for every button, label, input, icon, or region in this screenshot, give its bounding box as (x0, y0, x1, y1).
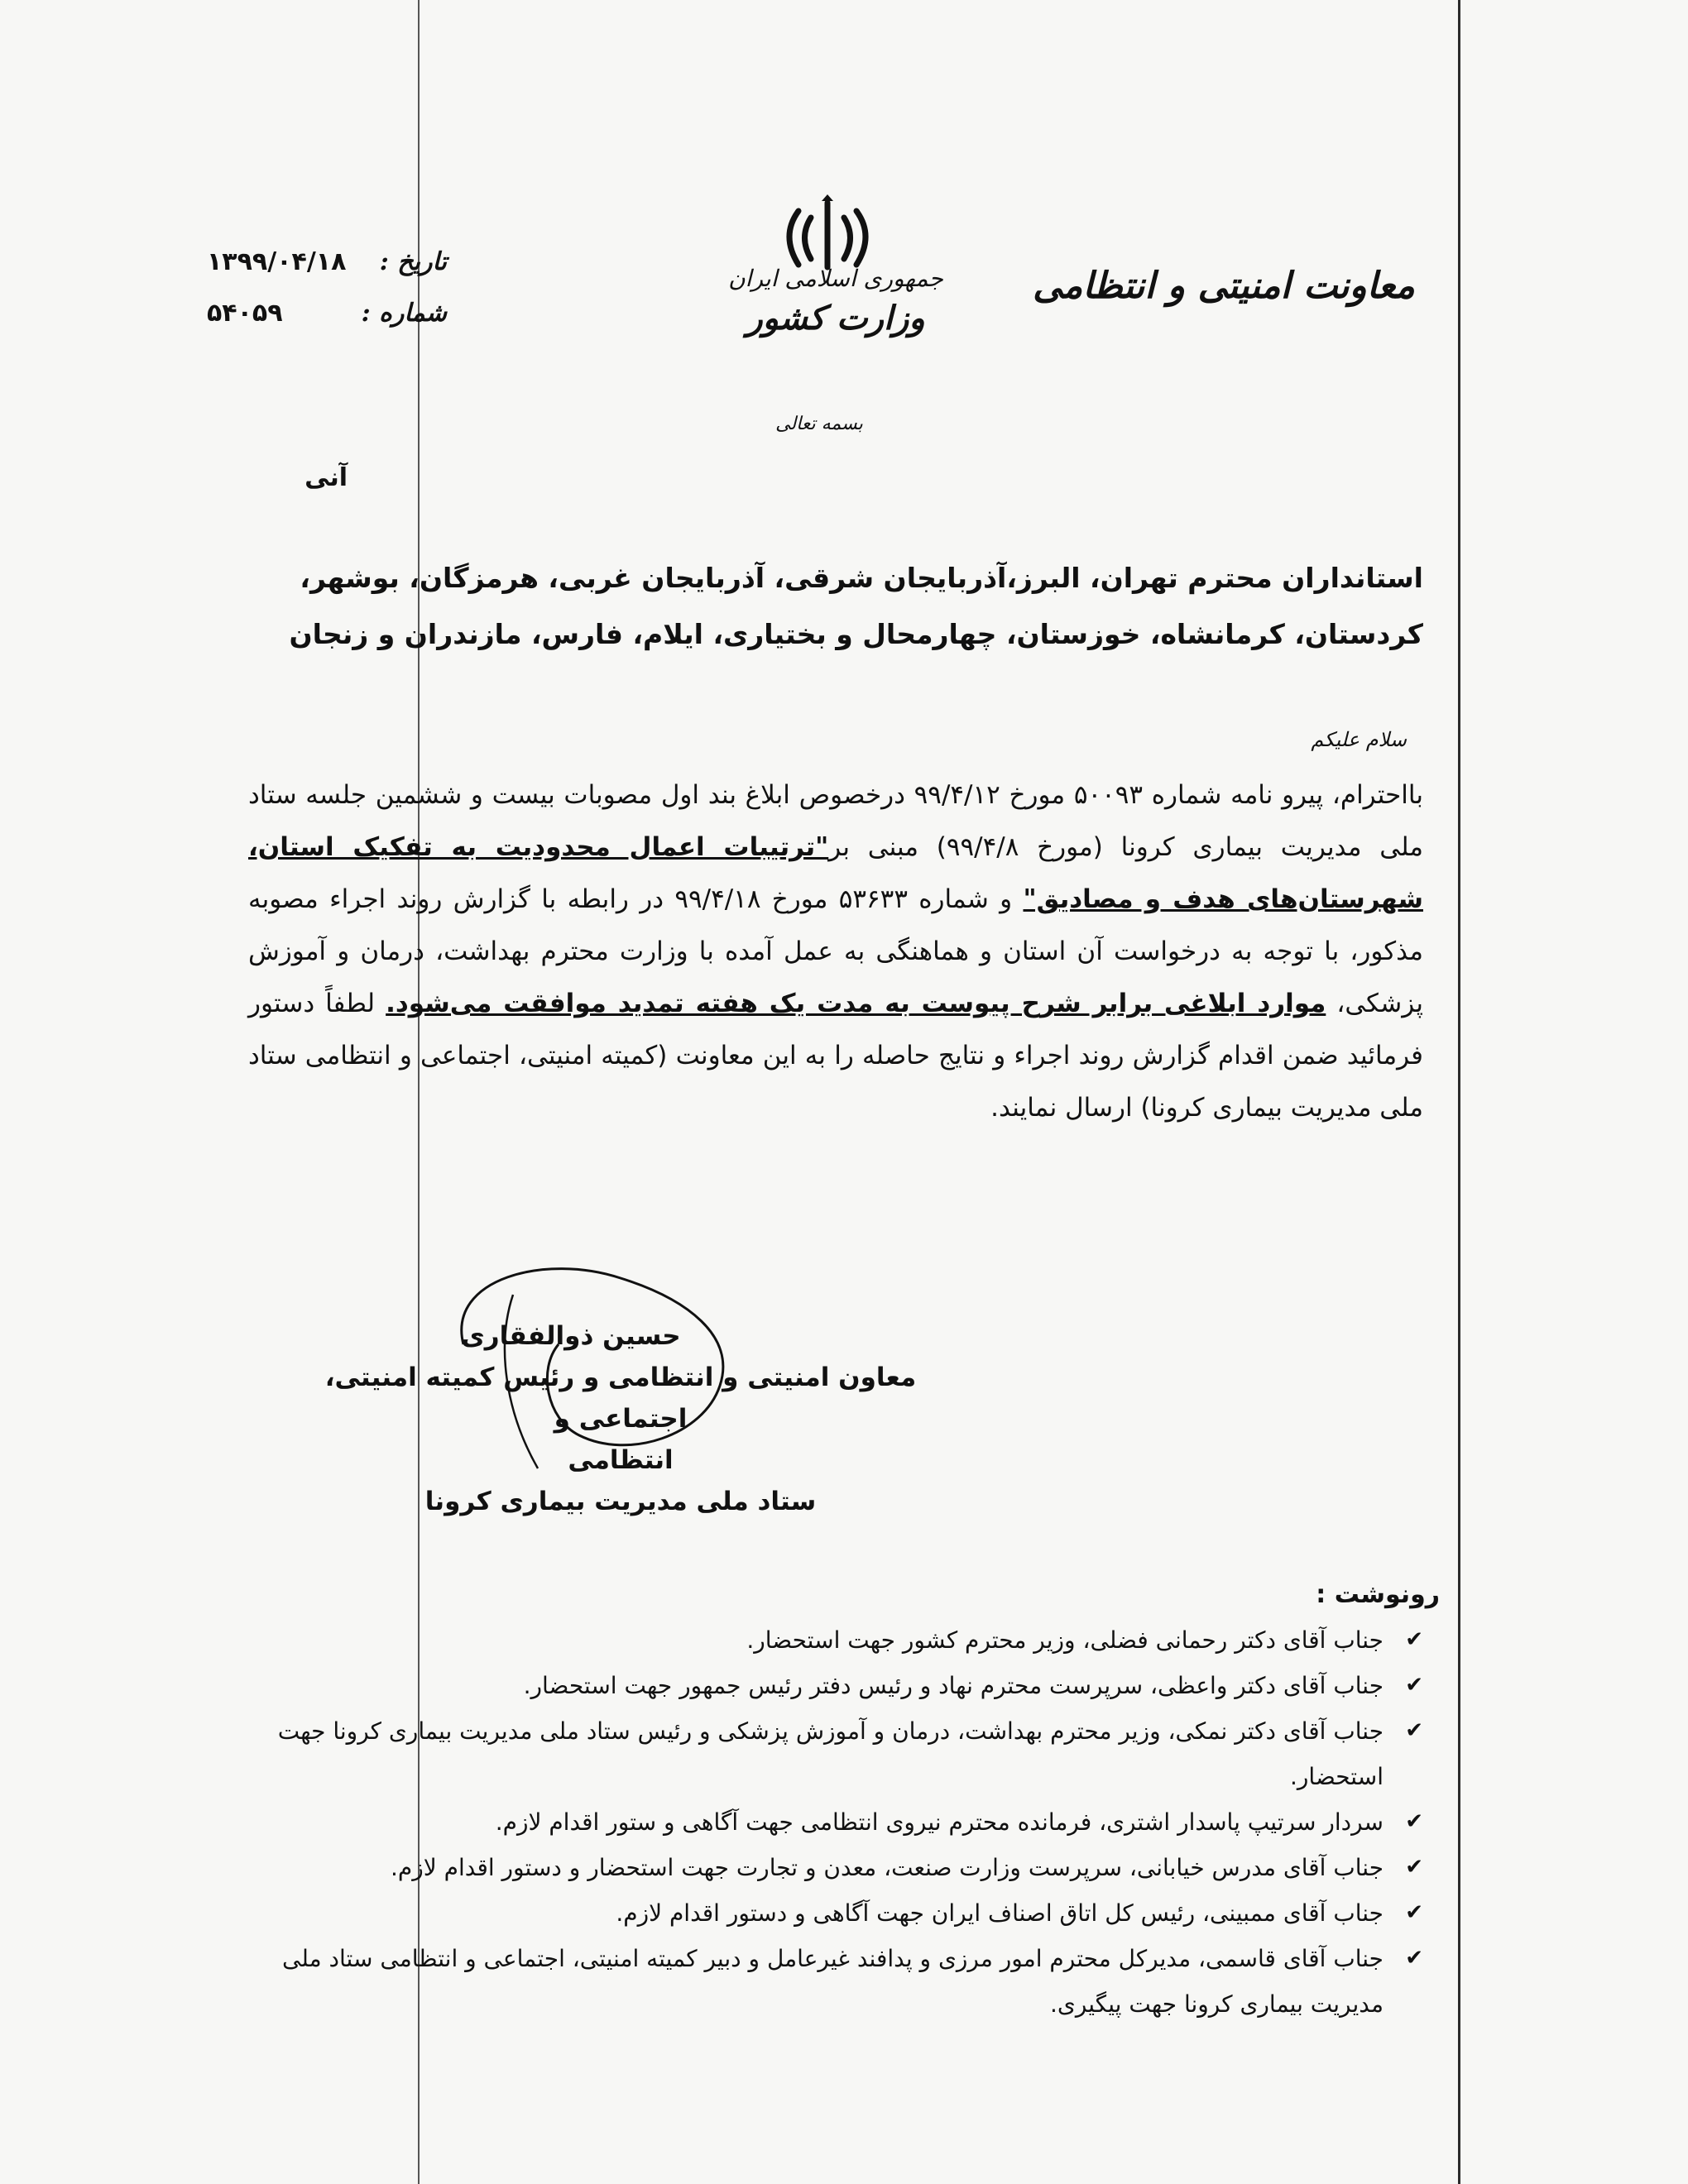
government-heading (728, 265, 943, 338)
body-text-2: و شماره ۵۳۶۳۳ مورخ ۹۹/۴/۱۸ در رابطه با گزارش روند اجراء مصوبه مذکور، با توجه به درخواست آن استان و هماهنگی به عمل آمده با وزارت محترم بهداشت، درمان و آموزش پزشکی، (248, 884, 1423, 1018)
country-name: جمهوری اسلامی ایران (728, 265, 943, 292)
body-text-3: لطفاً دستور فرمائید ضمن اقدام گزارش روند اجراء و نتایج حاصله را به این معاونت (کمیته امنیتی، اجتماعی و انتظامی ستاد ملی مدیریت بیماری کرونا) ارسال نمایند. (248, 989, 1423, 1123)
cc-item: ✔ جناب آقای قاسمی، مدیرکل محترم امور مرزی و پدافند غیرعامل و دبیر کمیته امنیتی، اجتماعی و انتظامی ستاد ملی مدیریت بیماری کرونا جهت پیگیری. (207, 1936, 1423, 2027)
cc-list (207, 1617, 1423, 2027)
salutation: سلام علیکم (1311, 728, 1407, 751)
addressee: استانداران محترم تهران، البرز،آذربایجان شرقی، آذربایجان غربی، هرمزگان، بوشهر، کردستان، کرمانشاه، خوزستان، چهارمحال و بختیاری، ایلام، فارس، مازندران و زنجان (289, 562, 1423, 650)
urgency-mark: آنی (305, 463, 348, 492)
letter-body (248, 769, 1423, 1134)
letter-meta (207, 236, 447, 338)
cc-item: ✔ سردار سرتیپ پاسدار اشتری، فرمانده محترم نیروی انتظامی جهت آگاهی و ستور اقدام لازم. (207, 1799, 1423, 1845)
signer-title-2: انتظامی (568, 1445, 674, 1475)
signer-title-3: ستاد ملی مدیریت بیماری کرونا (424, 1487, 817, 1516)
date-label: تاریخ : (379, 247, 447, 276)
cc-item: ✔ جناب آقای دکتر نمکی، وزیر محترم بهداشت، درمان و آموزش پزشکی و رئیس ستاد ملی مدیریت بیماری کرونا جهت استحضار. (207, 1708, 1423, 1799)
checkmark-icon: ✔ (1405, 1673, 1423, 1698)
number-value: ۵۴۰۵۹ (207, 298, 283, 328)
checkmark-icon: ✔ (1405, 1946, 1423, 1971)
checkmark-icon: ✔ (1405, 1855, 1423, 1880)
scan-edge-line (1458, 0, 1460, 2184)
body-text-1: بااحترام، پیرو نامه شماره ۵۰۰۹۳ مورخ ۹۹/۴/۱۲ درخصوص ابلاغ بند اول مصوبات بیست و ششمین جلسه ستاد ملی مدیریت بیماری کرونا (مورخ ۹۹/۴/۸) مبنی بر (248, 780, 1424, 862)
body-underlined-2: موارد ابلاغی برابر شرح پیوست به مدت یک هفته تمدید موافقت می‌شود. (386, 989, 1326, 1018)
body-underlined-1: "ترتیبات اعمال محدودیت به تفکیک استان، شهرستان‌های هدف و مصادیق" (248, 832, 1423, 914)
bismillah: بسمه تعالی (775, 414, 863, 434)
signature-block (314, 1315, 927, 1522)
checkmark-icon: ✔ (1405, 1900, 1423, 1925)
date-value: ۱۳۹۹/۰۴/۱۸ (207, 247, 347, 276)
number-label: شماره : (361, 298, 447, 328)
checkmark-icon: ✔ (1405, 1718, 1423, 1743)
cc-title: رونوشت : (1316, 1580, 1440, 1609)
ministry-name: وزارت کشور (746, 299, 925, 338)
cc-item: ✔ جناب آقای دکتر واعظی، سرپرست محترم نهاد و رئیس دفتر رئیس جمهور جهت استحضار. (207, 1663, 1423, 1708)
department-title: معاونت امنیتی و انتظامی (1033, 265, 1415, 307)
signer-title-1: معاون امنیتی و انتظامی و رئیس کمیته امنیتی، اجتماعی و (324, 1363, 917, 1434)
cc-item: ✔ جناب آقای ممبینی، رئیس کل اتاق اصناف ایران جهت آگاهی و دستور اقدام لازم. (207, 1890, 1423, 1936)
checkmark-icon: ✔ (1405, 1627, 1423, 1652)
cc-item: ✔ جناب آقای مدرس خیابانی، سرپرست وزارت صنعت، معدن و تجارت جهت استحضار و دستور اقدام لازم. (207, 1845, 1423, 1890)
signer-name: حسین ذوالفقاری (461, 1321, 681, 1351)
cc-item: ✔ جناب آقای دکتر رحمانی فضلی، وزیر محترم کشور جهت استحضار. (207, 1617, 1423, 1663)
checkmark-icon: ✔ (1405, 1809, 1423, 1834)
